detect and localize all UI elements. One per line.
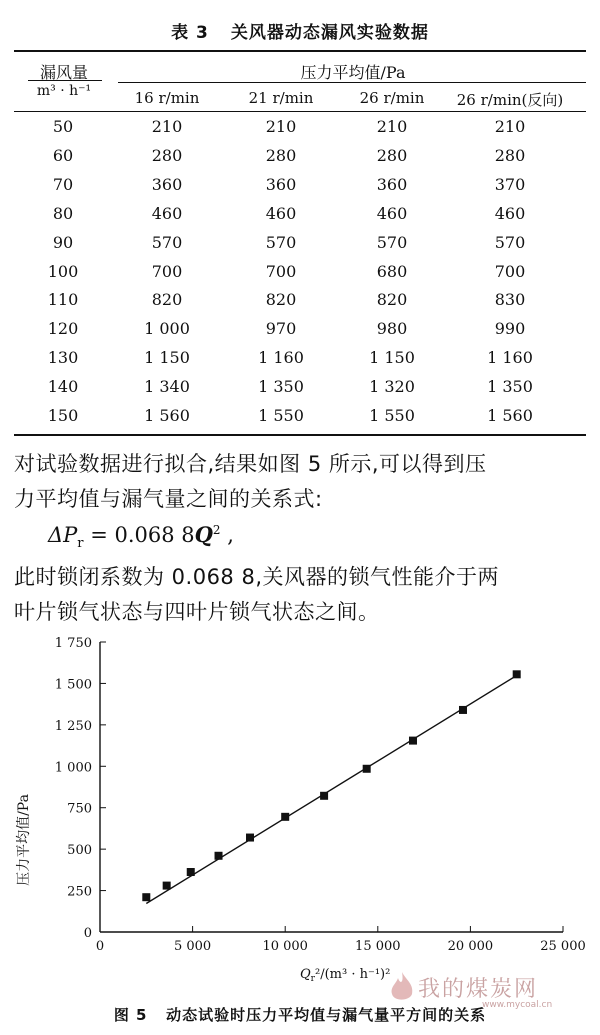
pressure-cell: 1 340 bbox=[144, 377, 190, 397]
data-point bbox=[163, 882, 171, 890]
pressure-cell: 280 bbox=[151, 145, 183, 165]
pressure-cell: 830 bbox=[494, 290, 526, 310]
x-axis-label-rest: ²/(m³ · h⁻¹)² bbox=[314, 967, 391, 982]
y-tick-label: 1 750 bbox=[54, 636, 92, 651]
data-point bbox=[215, 852, 223, 860]
pressure-cell: 1 350 bbox=[258, 377, 304, 397]
formula bbox=[48, 522, 234, 551]
formula-delta-p: ΔP bbox=[48, 523, 78, 547]
table-title-text: 关风器动态漏风实验数据 bbox=[230, 23, 429, 43]
data-point bbox=[409, 737, 417, 745]
pressure-cell: 1 160 bbox=[487, 348, 533, 368]
pressure-cell: 1 560 bbox=[144, 406, 190, 425]
watermark-flame-icon bbox=[386, 970, 418, 1004]
leakage-cell: 150 bbox=[47, 406, 79, 425]
pressure-cell: 1 550 bbox=[369, 406, 415, 425]
pressure-cell: 1 560 bbox=[487, 406, 533, 425]
x-tick-label: 10 000 bbox=[262, 939, 308, 954]
formula-tail: , bbox=[220, 523, 234, 547]
watermark-text: 我的煤炭网 bbox=[418, 977, 539, 1002]
data-point bbox=[246, 834, 254, 842]
pressure-cell: 570 bbox=[151, 232, 183, 252]
data-point bbox=[459, 706, 467, 714]
data-point bbox=[320, 792, 328, 800]
table-title bbox=[0, 18, 600, 43]
paragraph-1-line-1: 对试验数据进行拟合,结果如图 5 所示,可以得到压 bbox=[14, 452, 487, 476]
pressure-cell: 1 160 bbox=[258, 348, 304, 368]
leakage-cell: 120 bbox=[47, 319, 79, 339]
pressure-cell: 680 bbox=[376, 261, 408, 281]
y-tick-label: 1 500 bbox=[54, 677, 92, 693]
y-tick-label: 750 bbox=[67, 801, 92, 817]
formula-q: Q bbox=[194, 522, 213, 547]
leakage-cell: 100 bbox=[47, 261, 79, 281]
y-tick-label: 0 bbox=[83, 926, 92, 941]
figure-caption-text: 动态试验时压力平均值与漏气量平方间的关系 bbox=[166, 1006, 487, 1024]
column-header: 26 r/min(反向) bbox=[456, 91, 564, 109]
y-tick-label: 1 000 bbox=[54, 760, 92, 776]
pressure-cell: 460 bbox=[151, 203, 183, 223]
table-title-label: 表 3 bbox=[171, 23, 209, 43]
pressure-cell: 990 bbox=[494, 319, 526, 339]
column-header: 21 r/min bbox=[248, 89, 314, 107]
pressure-cell: 460 bbox=[494, 203, 526, 223]
leakage-cell: 70 bbox=[52, 174, 74, 194]
paragraph-1-line-2: 力平均值与漏气量之间的关系式: bbox=[14, 487, 323, 511]
paragraph-2-line-2: 叶片锁气状态与四叶片锁气状态之间。 bbox=[14, 600, 380, 624]
pressure-cell: 370 bbox=[494, 174, 526, 194]
group-header: 压力平均值/Pa bbox=[300, 63, 406, 82]
pressure-cell: 570 bbox=[376, 232, 408, 252]
pressure-leakage-chart bbox=[0, 630, 600, 1002]
x-tick-label: 25 000 bbox=[540, 939, 586, 954]
y-axis-label: 压力平均值/Pa bbox=[16, 794, 32, 886]
data-point bbox=[281, 813, 289, 821]
pressure-cell: 980 bbox=[376, 319, 408, 339]
pressure-cell: 460 bbox=[376, 203, 408, 223]
pressure-cell: 700 bbox=[151, 261, 183, 281]
leakage-cell: 80 bbox=[52, 203, 74, 223]
data-point bbox=[363, 765, 371, 773]
pressure-cell: 360 bbox=[151, 174, 183, 194]
pressure-cell: 360 bbox=[265, 174, 297, 194]
data-point bbox=[187, 868, 195, 876]
pressure-cell: 210 bbox=[376, 117, 408, 136]
pressure-cell: 970 bbox=[265, 319, 297, 339]
table-header-rule bbox=[14, 111, 586, 112]
pressure-cell: 1 150 bbox=[144, 348, 190, 368]
column-header: 26 r/min bbox=[359, 89, 425, 107]
data-point bbox=[142, 893, 150, 901]
table-bottom-rule bbox=[14, 434, 586, 436]
data-point bbox=[513, 670, 521, 678]
pressure-cell: 700 bbox=[494, 261, 526, 281]
pressure-cell: 1 150 bbox=[369, 348, 415, 368]
column-header: 16 r/min bbox=[134, 89, 200, 107]
pressure-cell: 210 bbox=[151, 117, 183, 136]
y-tick-label: 500 bbox=[67, 843, 92, 859]
formula-superscript: 2 bbox=[212, 523, 221, 537]
pressure-cell: 280 bbox=[265, 145, 297, 165]
pressure-cell: 570 bbox=[494, 232, 526, 252]
row-header-unit: m³ · h⁻¹ bbox=[36, 83, 92, 99]
x-tick-label: 5 000 bbox=[173, 939, 212, 954]
pressure-cell: 280 bbox=[494, 145, 526, 165]
y-tick-label: 250 bbox=[67, 884, 92, 900]
x-axis-label-sub: r bbox=[310, 974, 315, 984]
pressure-cell: 820 bbox=[376, 290, 408, 310]
leakage-cell: 90 bbox=[52, 232, 74, 252]
pressure-cell: 1 550 bbox=[258, 406, 304, 425]
row-header-label: 漏风量 bbox=[39, 63, 88, 82]
leakage-cell: 140 bbox=[47, 377, 79, 397]
watermark-url: www.mycoal.cn bbox=[482, 1000, 553, 1010]
formula-subscript: r bbox=[77, 536, 84, 552]
pressure-cell: 460 bbox=[265, 203, 297, 223]
paragraph-2-line-1: 此时锁闭系数为 0.068 8,关风器的锁气性能介于两 bbox=[14, 565, 500, 589]
pressure-cell: 820 bbox=[265, 290, 297, 310]
x-axis-label bbox=[300, 967, 390, 984]
pressure-cell: 1 350 bbox=[487, 377, 533, 397]
pressure-cell: 360 bbox=[376, 174, 408, 194]
leakage-cell: 110 bbox=[47, 290, 79, 310]
x-tick-label: 20 000 bbox=[447, 939, 494, 954]
leakage-cell: 60 bbox=[52, 145, 74, 165]
formula-equals: = 0.068 8 bbox=[83, 523, 195, 547]
pressure-cell: 210 bbox=[494, 117, 526, 136]
figure-caption-label: 图 5 bbox=[113, 1006, 148, 1024]
pressure-cell: 210 bbox=[265, 117, 297, 136]
pressure-cell: 1 000 bbox=[144, 319, 190, 339]
x-axis-label-q: Q bbox=[300, 967, 311, 982]
leakage-cell: 50 bbox=[52, 117, 74, 136]
pressure-cell: 1 320 bbox=[369, 377, 415, 397]
leakage-cell: 130 bbox=[47, 348, 79, 368]
pressure-cell: 820 bbox=[151, 290, 183, 310]
table-top-rule bbox=[14, 50, 586, 52]
data-points bbox=[142, 670, 520, 901]
y-tick-label: 1 250 bbox=[54, 718, 92, 734]
figure-caption bbox=[0, 1004, 600, 1025]
pressure-cell: 570 bbox=[265, 232, 297, 252]
pressure-cell: 280 bbox=[376, 145, 408, 165]
x-tick-label: 15 000 bbox=[355, 939, 401, 954]
x-tick-label: 0 bbox=[95, 939, 105, 954]
pressure-cell: 700 bbox=[265, 261, 297, 281]
